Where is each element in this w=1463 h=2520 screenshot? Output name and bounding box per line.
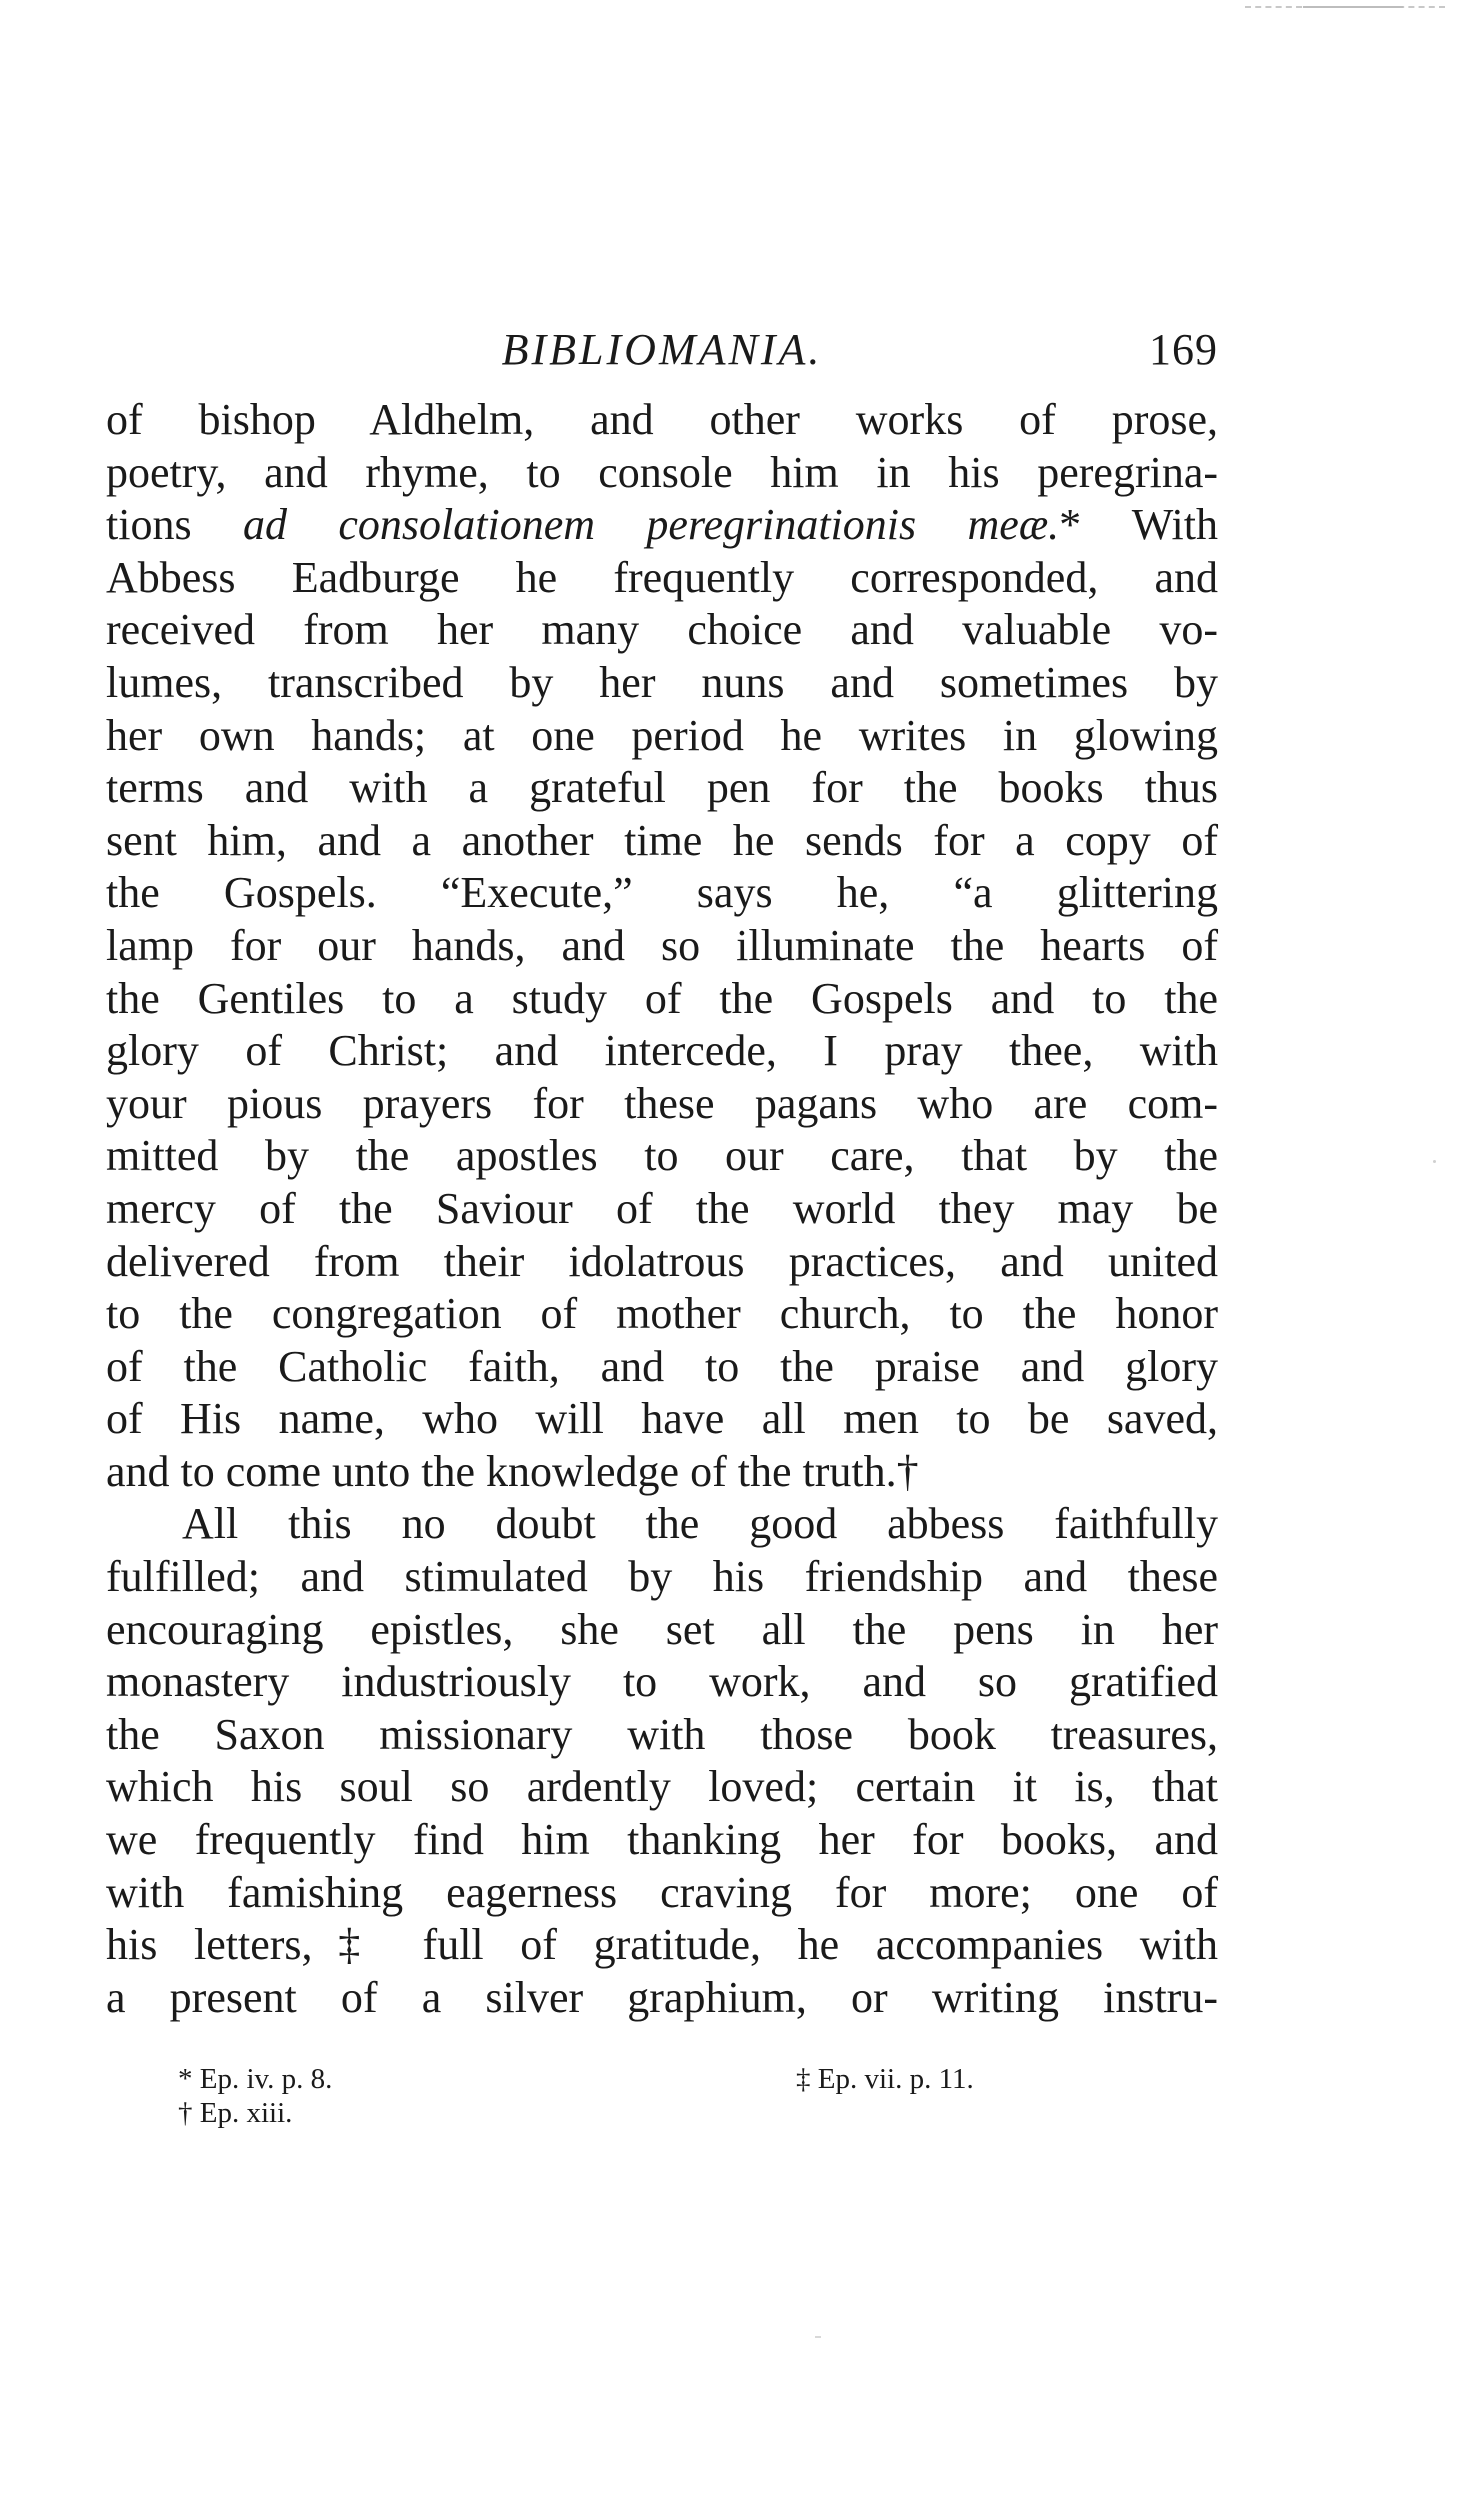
text-line: her own hands; at one period he writes in glowing: [106, 710, 1218, 760]
text-line: a present of a silver graphium, or writing instru-: [106, 1972, 1218, 2022]
latin-phrase: ad consolationem peregrinationis meæ.: [242, 500, 1060, 550]
text-line: glory of Christ; and intercede, I pray thee, with: [106, 1026, 1218, 1076]
text-line: delivered from their idolatrous practices, and united: [106, 1236, 1218, 1286]
text-line: we frequently find him thanking her for books, and: [106, 1815, 1218, 1865]
text-line: terms and with a grateful pen for the books thus: [106, 763, 1218, 813]
text-line: with famishing eagerness craving for more; one of: [106, 1867, 1218, 1917]
footnote-dagger: † Ep. xiii.: [178, 2097, 293, 2130]
text-line: mitted by the apostles to our care, that by the: [106, 1131, 1218, 1181]
page-speck: [815, 2336, 821, 2338]
text-line: which his soul so ardently loved; certain it is, that: [106, 1762, 1218, 1812]
text-line: poetry, and rhyme, to console him in his peregrina-: [106, 447, 1218, 497]
footnote-double-dagger: ‡ Ep. vii. p. 11.: [796, 2063, 974, 2096]
text-line: lamp for our hands, and so illuminate the hearts of: [106, 920, 1218, 970]
book-page: [106, 320, 1218, 2142]
text-line: the Gentiles to a study of the Gospels and to the: [106, 973, 1218, 1023]
text-line: of the Catholic faith, and to the praise and glory: [106, 1341, 1218, 1391]
text-line: fulfilled; and stimulated by his friendship and these: [106, 1552, 1218, 1602]
text-line: of bishop Aldhelm, and other works of prose,: [106, 395, 1218, 444]
text-line: monastery industriously to work, and so gratified: [106, 1657, 1218, 1707]
footnotes: [106, 2062, 1218, 2142]
text-line: lumes, transcribed by her nuns and sometimes by: [106, 657, 1218, 707]
margin-speck: [1433, 1160, 1436, 1163]
text-line: and to come unto the knowledge of the truth.†: [106, 1446, 919, 1496]
text-line: the Gospels. “Execute,” says he, “a glittering: [106, 868, 1218, 918]
text-line: Abbess Eadburge he frequently corresponded, and: [106, 552, 1218, 602]
text-line: mercy of the Saviour of the world they may be: [106, 1183, 1218, 1233]
paragraph-start-line: All this no doubt the good abbess faithfully: [182, 1499, 1218, 1549]
text-line: the Saxon missionary with those book treasures,: [106, 1709, 1218, 1759]
running-head: [106, 320, 1218, 384]
body-text: [106, 394, 1218, 2024]
text-line: of His name, who will have all men to be saved,: [106, 1394, 1218, 1444]
page-number: 169: [1149, 325, 1218, 374]
text-line: sent him, and a another time he sends for a copy of: [106, 815, 1218, 865]
text-line: to the congregation of mother church, to the honor: [106, 1289, 1218, 1339]
text-line: received from her many choice and valuable vo-: [106, 605, 1218, 655]
text-line: his letters,‡ full of gratitude, he accompanies with: [106, 1920, 1218, 1970]
footnote-asterisk: * Ep. iv. p. 8.: [178, 2063, 333, 2096]
text-line: tions ad consolationem peregrinationis meæ.* With: [106, 500, 1218, 550]
scan-edge-line: [1303, 6, 1403, 8]
text-line: your pious prayers for these pagans who are com-: [106, 1078, 1218, 1128]
running-title: BIBLIOMANIA.: [501, 325, 823, 374]
text-line: encouraging epistles, she set all the pens in her: [106, 1604, 1218, 1654]
